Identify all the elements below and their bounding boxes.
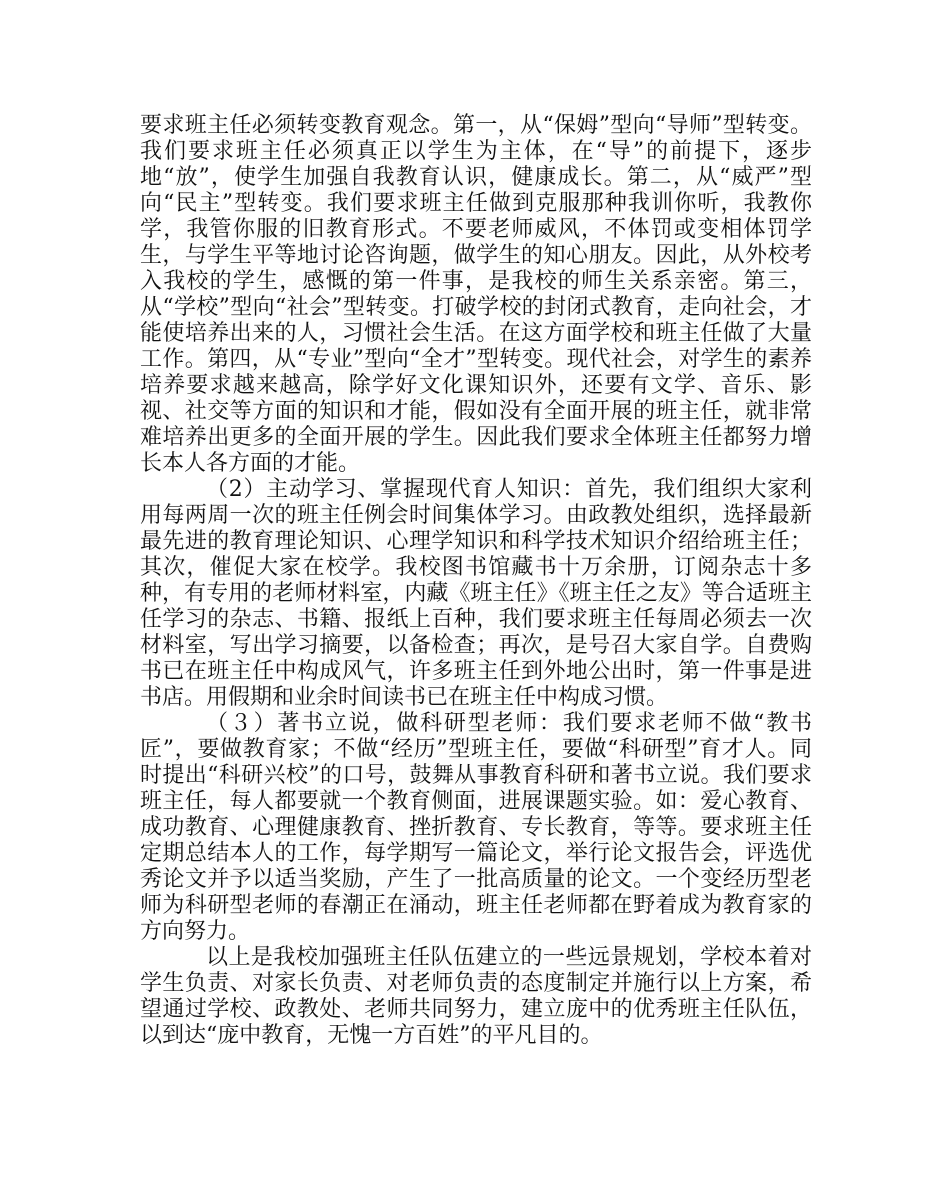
paragraph-section-3: （３）著书立说，做科研型老师：我们要求老师不做“教书匠”，要做教育家；不做“经历”型班主任，要做“科研型”育才人。同时提出“科研兴校”的口号，鼓舞从事教育科研和著书立说。我们要求班主任，每人都要就一个教育侧面，进展课题实验。如：爱心教育、成功教育、心理健康教育、挫折教育、专长教育，等等。要求班主任定期总结本人的工作，每学期写一篇论文，举行论文报告会，评选优秀论文并予以适当奖励，产生了一批高质量的论文。一个变经历型老师为科研型老师的春潮正在涌动，班主任老师都在野着成为教育家的方向努力。: [140, 711, 812, 944]
paragraph-continuation: 要求班主任必须转变教育观念。第一，从“保姆”型向“导师”型转变。我们要求班主任必须真正以学生为主体，在“导”的前提下，逐步地“放”，使学生加强自我教育认识，健康成长。第二，从“威严”型向“民主”型转变。我们要求班主任做到克服那种我训你听，我教你学，我管你服的旧教育形式。不要老师威风，不体罚或变相体罚学生，与学生平等地讨论咨询题，做学生的知心朋友。因此，从外校考入我校的学生，感慨的第一件事，是我校的师生关系亲密。第三，从“学校”型向“社会”型转变。打破学校的封闭式教育，走向社会，才能使培养出来的人，习惯社会生活。在这方面学校和班主任做了大量工作。第四，从“专业”型向“全才”型转变。现代社会，对学生的素养培养要求越来越高，除学好文化课知识外，还要有文学、音乐、影视、社交等方面的知识和才能，假如没有全面开展的班主任，就非常难培养出更多的全面开展的学生。因此我们要求全体班主任都努力增长本人各方面的才能。: [140, 113, 812, 476]
document-body: [140, 113, 812, 1049]
paragraph-conclusion: 以上是我校加强班主任队伍建立的一些远景规划，学校本着对学生负责、对家长负责、对老师负责的态度制定并施行以上方案，希望通过学校、政教处、老师共同努力，建立庞中的优秀班主任队伍，以到达“庞中教育，无愧一方百姓”的平凡目的。: [140, 945, 812, 1048]
paragraph-section-2: （2）主动学习、掌握现代育人知识：首先，我们组织大家利用每两周一次的班主任例会时间集体学习。由政教处组织，选择最新最先进的教育理论知识、心理学知识和科学技术知识介绍给班主任；其次，催促大家在校学。我校图书馆藏书十万余册，订阅杂志十多种，有专用的老师材料室，内藏《班主任》《班主任之友》等合适班主任学习的杂志、书籍、报纸上百种，我们要求班主任每周必须去一次材料室，写出学习摘要，以备检查；再次，是号召大家自学。自费购书已在班主任中构成风气，许多班主任到外地公出时，第一件事是进书店。用假期和业余时间读书已在班主任中构成习惯。: [140, 477, 812, 710]
